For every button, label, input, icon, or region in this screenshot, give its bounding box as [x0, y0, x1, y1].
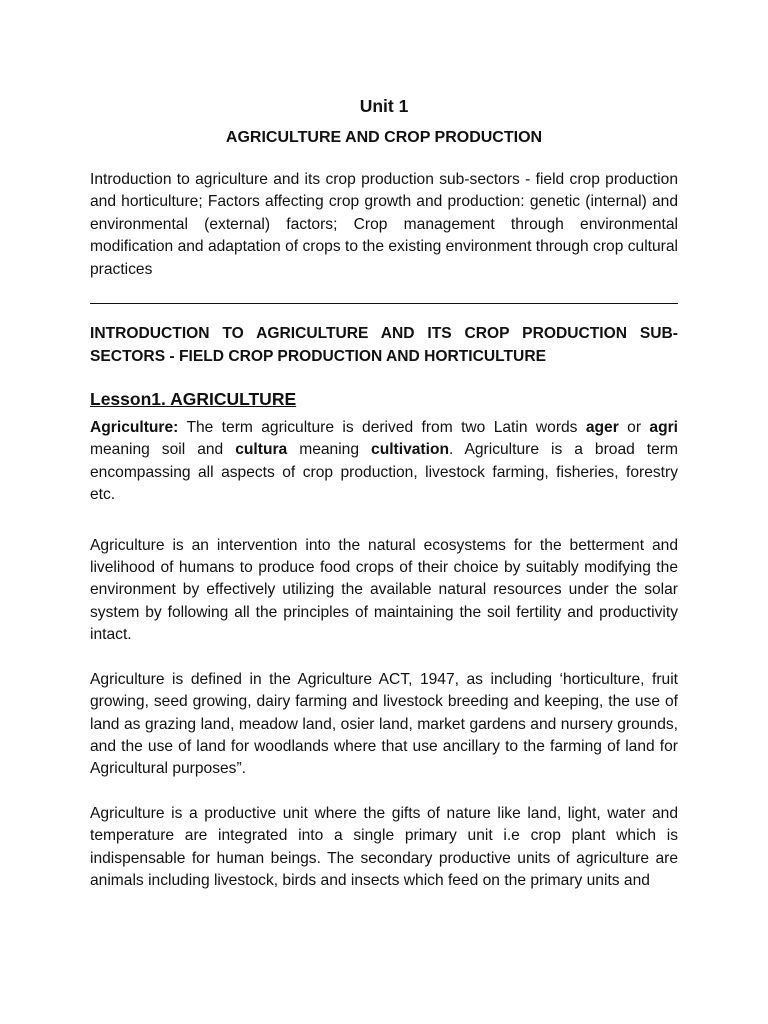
word-cultivation: cultivation	[371, 441, 450, 459]
definition-text: or	[618, 419, 650, 437]
productive-unit-paragraph: Agriculture is a productive unit where the gifts of nature like land, light, water and temperature are integrated into a single primary unit i.e crop plant which is indispensable for human beings. The secondary productive units of agriculture are animals including livestock, birds and insects which feed on the primary units and	[90, 804, 678, 889]
latin-word-cultura: cultura	[235, 441, 288, 459]
lesson-heading: Lesson1. AGRICULTURE	[90, 389, 297, 410]
definition-text: The term agriculture is derived from two Latin words	[178, 419, 586, 437]
document-page	[90, 93, 678, 892]
unit-subtitle: AGRICULTURE AND CROP PRODUCTION	[225, 129, 543, 146]
definition-text: meaning	[287, 441, 372, 459]
syllabus-paragraph: Introduction to agriculture and its crop production sub-sectors - field crop production and horticulture; Factors affecting crop growth and production: genetic (internal) and environmental (external) factors; Crop management through environmental modification and adaptation of crops to the existing environment through crop cultural practices	[90, 171, 678, 278]
latin-word-agri: agri	[649, 419, 678, 437]
agriculture-act-paragraph: Agriculture is defined in the Agriculture ACT, 1947, as including ‘horticulture, fruit growing, seed growing, dairy farming and livestock breeding and keeping, the use of land as grazing land, meadow land, osier land, market gardens and nursery grounds, and the use of land for woodlands where that use ancillary to the farming of land for Agricultural purposes”.	[90, 670, 678, 778]
intervention-paragraph: Agriculture is an intervention into the natural ecosystems for the betterment and livelihood of humans to produce food crops of their choice by suitably modifying the environment by effectively utilizing the available natural resources under the solar system by following all the principles of maintaining the soil fertility and productivity intact.	[90, 536, 678, 644]
definition-paragraph	[90, 417, 678, 507]
section-heading: INTRODUCTION TO AGRICULTURE AND ITS CROP PRODUCTION SUB-SECTORS - FIELD CROP PRODUCTION AND HORTICULTURE	[90, 325, 678, 366]
definition-text: . Agriculture is a broad term encompassing all aspects of crop production, livestock farming, fisheries, forestry etc.	[90, 441, 678, 504]
latin-word-ager: ager	[585, 419, 619, 437]
definition-text: meaning soil and	[90, 441, 236, 459]
section-divider	[90, 303, 678, 304]
unit-title: Unit 1	[359, 96, 409, 116]
definition-term: Agriculture:	[90, 419, 179, 437]
